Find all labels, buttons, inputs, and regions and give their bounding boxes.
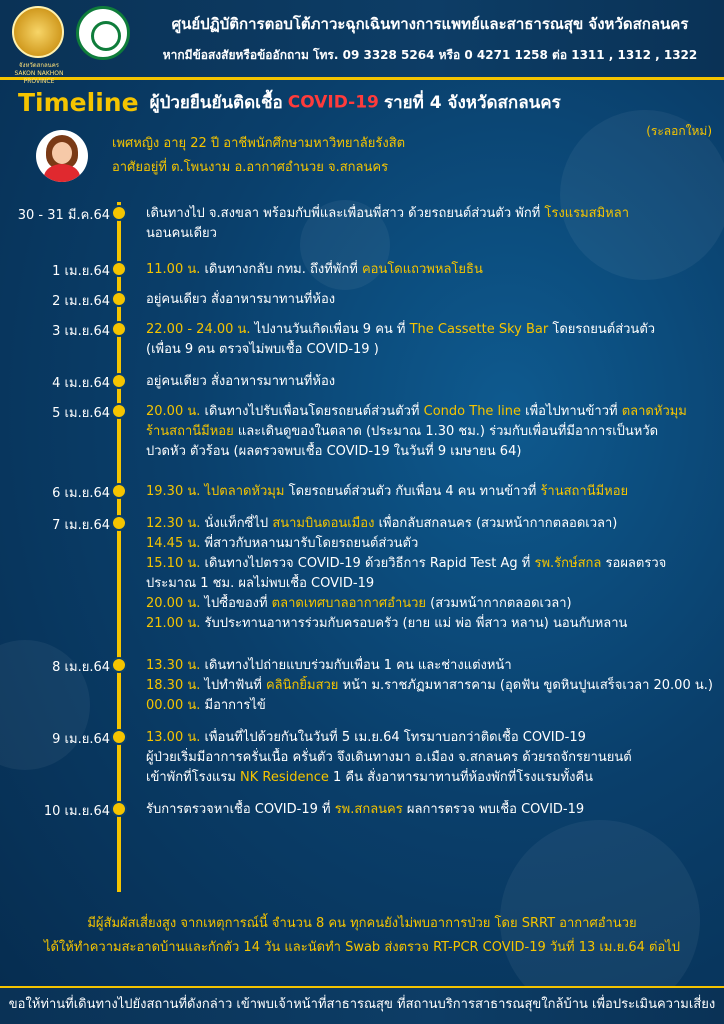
description-text: รับการตรวจหาเชื้อ COVID-19 ที่ xyxy=(146,802,335,817)
timeline-date: 30 - 31 มี.ค.64 xyxy=(17,208,110,223)
patient-avatar-icon xyxy=(36,130,88,182)
highlight-text: 20.00 น. xyxy=(146,596,201,611)
timeline-line xyxy=(146,696,718,716)
timeline-line xyxy=(146,372,718,392)
highlight-text: 11.00 น. xyxy=(146,262,201,277)
highlight-text: 14.45 น. xyxy=(146,536,201,551)
timeline-line xyxy=(146,768,718,788)
timeline-line xyxy=(146,728,718,748)
patient-info-line2: อาศัยอยู่ที่ ต.โพนงาม อ.อากาศอำนวย จ.สกลนคร xyxy=(112,160,389,175)
timeline-date: 2 เม.ย.64 xyxy=(52,294,110,309)
timeline-line xyxy=(146,614,718,634)
timeline-dot xyxy=(111,321,127,337)
description-text: เพื่อนที่ไปด้วยกันในวันที่ 5 เม.ย.64 โทรมาบอกว่าติดเชื้อ COVID-19 xyxy=(200,730,586,745)
timeline-date: 3 เม.ย.64 xyxy=(52,324,110,339)
timeline-dot xyxy=(111,515,127,531)
highlight-text: 20.00 น. xyxy=(146,404,201,419)
timeline-date: 1 เม.ย.64 xyxy=(52,264,110,279)
timeline-description xyxy=(146,728,718,788)
timeline-dot xyxy=(111,373,127,389)
timeline-line xyxy=(146,482,718,502)
highlight-text: ร้านสถานีมีหอย xyxy=(540,484,629,499)
highlight-text: ร้านสถานีมีหอย xyxy=(146,424,234,439)
description-text: เดินทางไปตรวจ COVID-19 ด้วยวิธีการ Rapid Test Ag ที่ xyxy=(200,556,535,571)
highlight-text: 18.30 น. xyxy=(146,678,201,693)
timeline-description xyxy=(146,372,718,392)
page-title xyxy=(18,88,718,124)
timeline-description xyxy=(146,656,718,716)
description-text: ปวดหัว ตัวร้อน (ผลตรวจพบเชื้อ COVID-19 ในวันที่ 9 เมษายน 64) xyxy=(146,444,522,459)
description-text: รอผลตรวจ xyxy=(601,556,667,571)
description-text: เพื่อไปทานข้าวที่ xyxy=(521,404,622,419)
ministry-of-health-logo xyxy=(76,6,130,60)
description-text: รับประทานอาหารร่วมกับครอบครัว (ยาย แม่ พ่อ พี่สาว หลาน) นอนกับหลาน xyxy=(200,616,628,631)
description-text: เข้าพักที่โรงแรม xyxy=(146,770,241,785)
description-text: ไปทำฟันที่ xyxy=(200,678,266,693)
footer-text: ขอให้ท่านที่เดินทางไปยังสถานที่ดังกล่าว เข้าพบเจ้าหน้าที่สาธารณสุข ที่สถานบริการสาธารณสุขใกล้บ้าน เพื่อประเมินความเสี่ยง xyxy=(8,997,716,1012)
title-covid: COVID-19 xyxy=(287,92,379,113)
timeline-dot xyxy=(111,261,127,277)
timeline-dot xyxy=(111,205,127,221)
description-text: อยู่คนเดียว สั่งอาหารมาทานที่ห้อง xyxy=(146,292,336,307)
timeline-line xyxy=(146,676,718,696)
description-text: เดินทางไป จ.สงขลา พร้อมกับพี่และเพื่อนพี่สาว ด้วยรถยนต์ส่วนตัว พักที่ xyxy=(146,206,545,221)
description-text: โดยรถยนต์ส่วนตัว กับเพื่อน 4 คน ทานข้าวที่ xyxy=(284,484,541,499)
province-logo-caption: จังหวัดสกลนคร SAKON NAKHON PROVINCE xyxy=(14,62,64,85)
highlight-text: 13.30 น. xyxy=(146,658,201,673)
highlight-text: Condo The line xyxy=(423,404,522,419)
highlight-text: คลินิกยิ้มสวย xyxy=(265,678,339,693)
timeline-line xyxy=(146,514,718,534)
timeline-line xyxy=(146,340,718,360)
header-banner xyxy=(0,0,724,85)
highlight-text: The Cassette Sky Bar xyxy=(409,322,549,337)
description-text: (สวมหน้ากากตลอดเวลา) xyxy=(426,596,572,611)
timeline-line xyxy=(146,554,718,574)
description-text: และเดินดูของในตลาด (ประมาณ 1.30 ชม.) ร่วมกับเพื่อนที่มีอาการเป็นหวัด xyxy=(233,424,659,439)
description-text: นั่งแท็กซี่ไป xyxy=(200,516,273,531)
description-text: อยู่คนเดียว สั่งอาหารมาทานที่ห้อง xyxy=(146,374,336,389)
highlight-text: คอนโดแถวพหลโยธิน xyxy=(361,262,483,277)
timeline-line xyxy=(146,574,718,594)
description-text: ประมาณ 1 ชม. ผลไม่พบเชื้อ COVID-19 xyxy=(146,576,375,591)
timeline-description xyxy=(146,204,718,244)
timeline-line xyxy=(146,224,718,244)
description-text: หน้า ม.ราชภัฏมหาสารคาม (อุดฟัน ขูดหินปูนเสร็จเวลา 20.00 น.) xyxy=(338,678,713,693)
title-timeline: Timeline xyxy=(18,88,139,117)
title-recall: (ระลอกใหม่) xyxy=(646,124,712,138)
footer-banner xyxy=(0,986,724,1024)
timeline-dot xyxy=(111,291,127,307)
description-text: นอนคนเดียว xyxy=(146,226,217,241)
timeline-dot xyxy=(111,483,127,499)
highlight-text: รพ.สกลนคร xyxy=(334,802,403,817)
timeline-description xyxy=(146,482,718,502)
highlight-text: โรงแรมสมิหลา xyxy=(544,206,630,221)
timeline-line xyxy=(146,204,718,224)
patient-info xyxy=(112,132,405,180)
highlight-text: 00.00 น. xyxy=(146,698,201,713)
highlight-text: 12.30 น. xyxy=(146,516,201,531)
patient-info-line1: เพศหญิง อายุ 22 ปี อาชีพนักศึกษามหาวิทยาลัยรังสิต xyxy=(112,136,406,151)
description-text: เดินทางไปถ่ายแบบร่วมกับเพื่อน 1 คน และช่างแต่งหน้า xyxy=(200,658,512,673)
timeline-line xyxy=(146,442,718,462)
timeline-description xyxy=(146,260,718,280)
timeline-date: 10 เม.ย.64 xyxy=(43,804,110,819)
highlight-text: 15.10 น. xyxy=(146,556,201,571)
timeline-dot xyxy=(111,657,127,673)
description-text: พี่สาวกับหลานมารับโดยรถยนต์ส่วนตัว xyxy=(200,536,419,551)
timeline-date: 4 เม.ย.64 xyxy=(52,376,110,391)
highlight-text: 19.30 น. ไปตลาดหัวมุม xyxy=(146,484,285,499)
province-seal-logo xyxy=(12,6,64,58)
highlight-text: รพ.รักษ์สกล xyxy=(534,556,602,571)
timeline-dot xyxy=(111,801,127,817)
description-text: ไปงานวันเกิดเพื่อน 9 คน ที่ xyxy=(250,322,410,337)
highlight-text: สนามบินดอนเมือง xyxy=(272,516,375,531)
timeline-date: 9 เม.ย.64 xyxy=(52,732,110,747)
timeline-date: 5 เม.ย.64 xyxy=(52,406,110,421)
timeline-date: 7 เม.ย.64 xyxy=(52,518,110,533)
title-main: ผู้ป่วยยืนยันติดเชื้อ xyxy=(149,93,283,113)
highlight-text: 22.00 - 24.00 น. xyxy=(146,322,251,337)
description-text: ผลการตรวจ พบเชื้อ COVID-19 xyxy=(402,802,585,817)
timeline-date: 6 เม.ย.64 xyxy=(52,486,110,501)
header-title: ศูนย์ปฏิบัติการตอบโต้ภาวะฉุกเฉินทางการแพทย์และสาธารณสุข จังหวัดสกลนคร xyxy=(171,15,689,33)
highlight-text: ตลาดเทศบาลอากาศอำนวย xyxy=(271,596,427,611)
timeline-line xyxy=(146,748,718,768)
timeline-line xyxy=(146,260,718,280)
highlight-text: NK Residence xyxy=(240,770,329,785)
timeline-dot xyxy=(111,729,127,745)
timeline-line xyxy=(146,800,718,820)
summary-line1: มีผู้สัมผัสเสี่ยงสูง จากเหตุการณ์นี้ จำนวน 8 คน ทุกคนยังไม่พบอาการป่วย โดย SRRT อากาศอำนวย xyxy=(87,916,637,931)
header-contact: หากมีข้อสงสัยหรือข้ออักถาม โทร. 09 3328 5264 หรือ 0 4271 1258 ต่อ 1311 , 1312 , 1322 xyxy=(162,48,698,62)
timeline-description xyxy=(146,514,718,634)
timeline-line xyxy=(146,320,718,340)
description-text: (เพื่อน 9 คน ตรวจไม่พบเชื้อ COVID-19 ) xyxy=(146,342,379,357)
timeline-line xyxy=(146,656,718,676)
highlight-text: ตลาดหัวมุม xyxy=(621,404,687,419)
summary-line2: ได้ให้ทำความสะอาดบ้านและกักตัว 14 วัน และนัดทำ Swab ส่งตรวจ RT-PCR COVID-19 วันที่ 13 เม.ย.64 ต่อไป xyxy=(43,940,681,955)
contact-summary xyxy=(0,912,724,960)
timeline-line xyxy=(146,534,718,554)
timeline-line xyxy=(146,594,718,614)
timeline-description xyxy=(146,320,718,360)
timeline-line xyxy=(146,422,718,442)
timeline-description xyxy=(146,290,718,310)
timeline-dot xyxy=(111,403,127,419)
description-text: ไปซื้อของที่ xyxy=(200,596,272,611)
highlight-text: 21.00 น. xyxy=(146,616,201,631)
timeline-line xyxy=(146,290,718,310)
timeline-description xyxy=(146,800,718,820)
description-text: เดินทางไปรับเพื่อนโดยรถยนต์ส่วนตัวที่ xyxy=(200,404,424,419)
description-text: ผู้ป่วยเริ่มมีอาการครั่นเนื้อ ครั่นตัว จึงเดินทางมา อ.เมือง จ.สกลนคร ด้วยรถจักรยานยนต์ xyxy=(146,750,632,765)
timeline-description xyxy=(146,402,718,462)
description-text: โดยรถยนต์ส่วนตัว xyxy=(548,322,656,337)
timeline-date: 8 เม.ย.64 xyxy=(52,660,110,675)
timeline-line xyxy=(146,402,718,422)
description-text: 1 คืน สั่งอาหารมาทานที่ห้องพักที่โรงแรมทั้งคืน xyxy=(328,770,594,785)
description-text: เดินทางกลับ กทม. ถึงที่พักที่ xyxy=(200,262,362,277)
highlight-text: 13.00 น. xyxy=(146,730,201,745)
title-case: รายที่ 4 จังหวัดสกลนคร xyxy=(383,93,561,113)
description-text: มีอาการไข้ xyxy=(200,698,266,713)
description-text: เพื่อกลับสกลนคร (สวมหน้ากากตลอดเวลา) xyxy=(374,516,618,531)
